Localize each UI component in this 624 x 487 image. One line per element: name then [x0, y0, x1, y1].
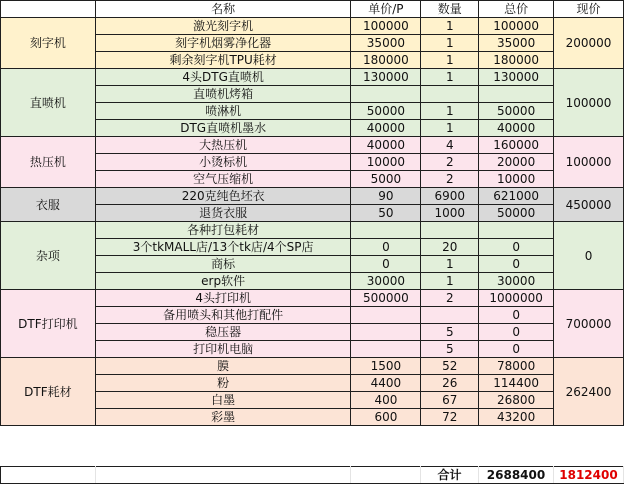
table-row — [1, 188, 624, 205]
qty-cell[interactable]: 4 — [421, 137, 479, 154]
current-value-cell[interactable]: 450000 — [554, 188, 624, 222]
header-total-cell[interactable]: 总价 — [479, 1, 554, 18]
totals-table — [0, 466, 624, 484]
price-cell[interactable] — [351, 324, 421, 341]
name-cell[interactable]: DTG直喷机墨水 — [95, 120, 351, 137]
qty-cell[interactable]: 1 — [421, 103, 479, 120]
price-cell[interactable]: 600 — [351, 409, 421, 426]
category-cell[interactable]: 刻字机 — [1, 18, 96, 69]
qty-cell[interactable] — [421, 222, 479, 239]
price-cell[interactable]: 400 — [351, 392, 421, 409]
name-cell[interactable]: 打印机电脑 — [95, 341, 351, 358]
qty-cell[interactable]: 1 — [421, 52, 479, 69]
name-cell[interactable]: 大热压机 — [95, 137, 351, 154]
total-cell[interactable]: 35000 — [479, 35, 554, 52]
qty-cell[interactable] — [421, 307, 479, 324]
price-cell[interactable]: 100000 — [351, 18, 421, 35]
price-cell[interactable]: 50000 — [351, 103, 421, 120]
header-name-cell[interactable]: 名称 — [95, 1, 351, 18]
price-cell[interactable]: 4400 — [351, 375, 421, 392]
totals-total-cell[interactable]: 2688400 — [479, 467, 554, 484]
qty-cell[interactable]: 1 — [421, 18, 479, 35]
total-cell[interactable]: 160000 — [479, 137, 554, 154]
qty-cell[interactable]: 1 — [421, 120, 479, 137]
header-row — [1, 1, 624, 18]
total-cell[interactable]: 0 — [479, 324, 554, 341]
qty-cell[interactable]: 1 — [421, 256, 479, 273]
total-cell[interactable] — [479, 222, 554, 239]
total-cell[interactable]: 78000 — [479, 358, 554, 375]
price-cell[interactable]: 180000 — [351, 52, 421, 69]
name-cell[interactable]: 商标 — [95, 256, 351, 273]
name-cell[interactable]: 粉 — [95, 375, 351, 392]
qty-cell[interactable]: 1 — [421, 69, 479, 86]
price-cell[interactable]: 1500 — [351, 358, 421, 375]
total-cell[interactable]: 43200 — [479, 409, 554, 426]
price-cell[interactable]: 50 — [351, 205, 421, 222]
total-cell[interactable]: 30000 — [479, 273, 554, 290]
category-cell[interactable]: 直喷机 — [1, 69, 96, 137]
name-cell[interactable]: 激光刻字机 — [95, 18, 351, 35]
name-cell[interactable]: 退货衣服 — [95, 205, 351, 222]
total-cell[interactable]: 50000 — [479, 205, 554, 222]
name-cell[interactable]: 白墨 — [95, 392, 351, 409]
price-cell[interactable]: 90 — [351, 188, 421, 205]
header-current-cell[interactable]: 现价 — [554, 1, 624, 18]
qty-cell[interactable]: 52 — [421, 358, 479, 375]
name-cell[interactable]: 小烫标机 — [95, 154, 351, 171]
total-cell[interactable]: 0 — [479, 307, 554, 324]
totals-label-cell[interactable]: 合计 — [421, 467, 479, 484]
name-cell[interactable]: 彩墨 — [95, 409, 351, 426]
name-cell[interactable]: 刻字机烟雾净化器 — [95, 35, 351, 52]
totals-empty-cell[interactable] — [351, 467, 421, 484]
table-row — [1, 290, 624, 307]
total-cell[interactable]: 20000 — [479, 154, 554, 171]
total-cell[interactable]: 180000 — [479, 52, 554, 69]
name-cell[interactable]: 4头打印机 — [95, 290, 351, 307]
qty-cell[interactable] — [421, 86, 479, 103]
totals-empty-cell[interactable] — [1, 467, 96, 484]
qty-cell[interactable]: 26 — [421, 375, 479, 392]
qty-cell[interactable]: 1 — [421, 35, 479, 52]
price-cell[interactable]: 10000 — [351, 154, 421, 171]
current-value-cell[interactable]: 700000 — [554, 290, 624, 358]
header-qty-cell[interactable]: 数量 — [421, 1, 479, 18]
table-row — [1, 18, 624, 35]
name-cell[interactable]: 膜 — [95, 358, 351, 375]
name-cell[interactable]: 空气压缩机 — [95, 171, 351, 188]
price-cell[interactable]: 5000 — [351, 171, 421, 188]
price-cell[interactable] — [351, 341, 421, 358]
name-cell[interactable]: 220克纯色坯衣 — [95, 188, 351, 205]
header-price-cell[interactable]: 单价/P — [351, 1, 421, 18]
name-cell[interactable]: 备用喷头和其他打配件 — [95, 307, 351, 324]
price-cell[interactable] — [351, 222, 421, 239]
totals-empty-cell[interactable] — [95, 467, 350, 484]
price-cell[interactable] — [351, 307, 421, 324]
total-cell[interactable]: 0 — [479, 239, 554, 256]
total-cell[interactable]: 10000 — [479, 171, 554, 188]
total-cell[interactable]: 50000 — [479, 103, 554, 120]
qty-cell[interactable]: 1 — [421, 273, 479, 290]
qty-cell[interactable]: 1000 — [421, 205, 479, 222]
current-value-cell[interactable]: 100000 — [554, 137, 624, 188]
table-row — [1, 137, 624, 154]
name-cell[interactable]: 剩余刻字机TPU耗材 — [95, 52, 351, 69]
price-cell[interactable]: 30000 — [351, 273, 421, 290]
current-value-cell[interactable]: 262400 — [554, 358, 624, 426]
category-cell[interactable]: 衣服 — [1, 188, 96, 222]
totals-row — [1, 467, 624, 484]
price-cell[interactable]: 0 — [351, 239, 421, 256]
total-cell[interactable] — [479, 86, 554, 103]
name-cell[interactable]: 喷淋机 — [95, 103, 351, 120]
qty-cell[interactable]: 20 — [421, 239, 479, 256]
qty-cell[interactable]: 5 — [421, 324, 479, 341]
table-row — [1, 222, 624, 239]
price-cell[interactable]: 40000 — [351, 137, 421, 154]
table-row — [1, 69, 624, 86]
category-cell[interactable]: DTF耗材 — [1, 358, 96, 426]
qty-cell[interactable]: 67 — [421, 392, 479, 409]
price-cell[interactable]: 40000 — [351, 120, 421, 137]
current-value-cell[interactable]: 0 — [554, 222, 624, 290]
category-cell[interactable]: 杂项 — [1, 222, 96, 290]
total-cell[interactable]: 1000000 — [479, 290, 554, 307]
qty-cell[interactable]: 2 — [421, 290, 479, 307]
total-cell[interactable]: 26800 — [479, 392, 554, 409]
price-cell[interactable]: 0 — [351, 256, 421, 273]
price-cell[interactable]: 130000 — [351, 69, 421, 86]
price-cell[interactable] — [351, 86, 421, 103]
current-value-cell[interactable]: 200000 — [554, 18, 624, 69]
totals-current-cell[interactable]: 1812400 — [553, 467, 623, 484]
total-cell[interactable]: 0 — [479, 256, 554, 273]
name-cell[interactable]: 稳压器 — [95, 324, 351, 341]
total-cell[interactable]: 40000 — [479, 120, 554, 137]
total-cell[interactable]: 130000 — [479, 69, 554, 86]
category-cell[interactable]: 热压机 — [1, 137, 96, 188]
qty-cell[interactable]: 2 — [421, 154, 479, 171]
name-cell[interactable]: erp软件 — [95, 273, 351, 290]
total-cell[interactable]: 0 — [479, 341, 554, 358]
name-cell[interactable]: 3个tkMALL店/13个tk店/4个SP店 — [95, 239, 351, 256]
name-cell[interactable]: 各种打包耗材 — [95, 222, 351, 239]
qty-cell[interactable]: 72 — [421, 409, 479, 426]
header-category-cell[interactable] — [1, 1, 96, 18]
category-cell[interactable]: DTF打印机 — [1, 290, 96, 358]
qty-cell[interactable]: 6900 — [421, 188, 479, 205]
table-row — [1, 358, 624, 375]
total-cell[interactable]: 100000 — [479, 18, 554, 35]
current-value-cell[interactable]: 100000 — [554, 69, 624, 137]
total-cell[interactable]: 114400 — [479, 375, 554, 392]
total-cell[interactable]: 621000 — [479, 188, 554, 205]
qty-cell[interactable]: 5 — [421, 341, 479, 358]
name-cell[interactable]: 4头DTG直喷机 — [95, 69, 351, 86]
price-cell[interactable]: 500000 — [351, 290, 421, 307]
name-cell[interactable]: 直喷机烤箱 — [95, 86, 351, 103]
price-cell[interactable]: 35000 — [351, 35, 421, 52]
qty-cell[interactable]: 2 — [421, 171, 479, 188]
